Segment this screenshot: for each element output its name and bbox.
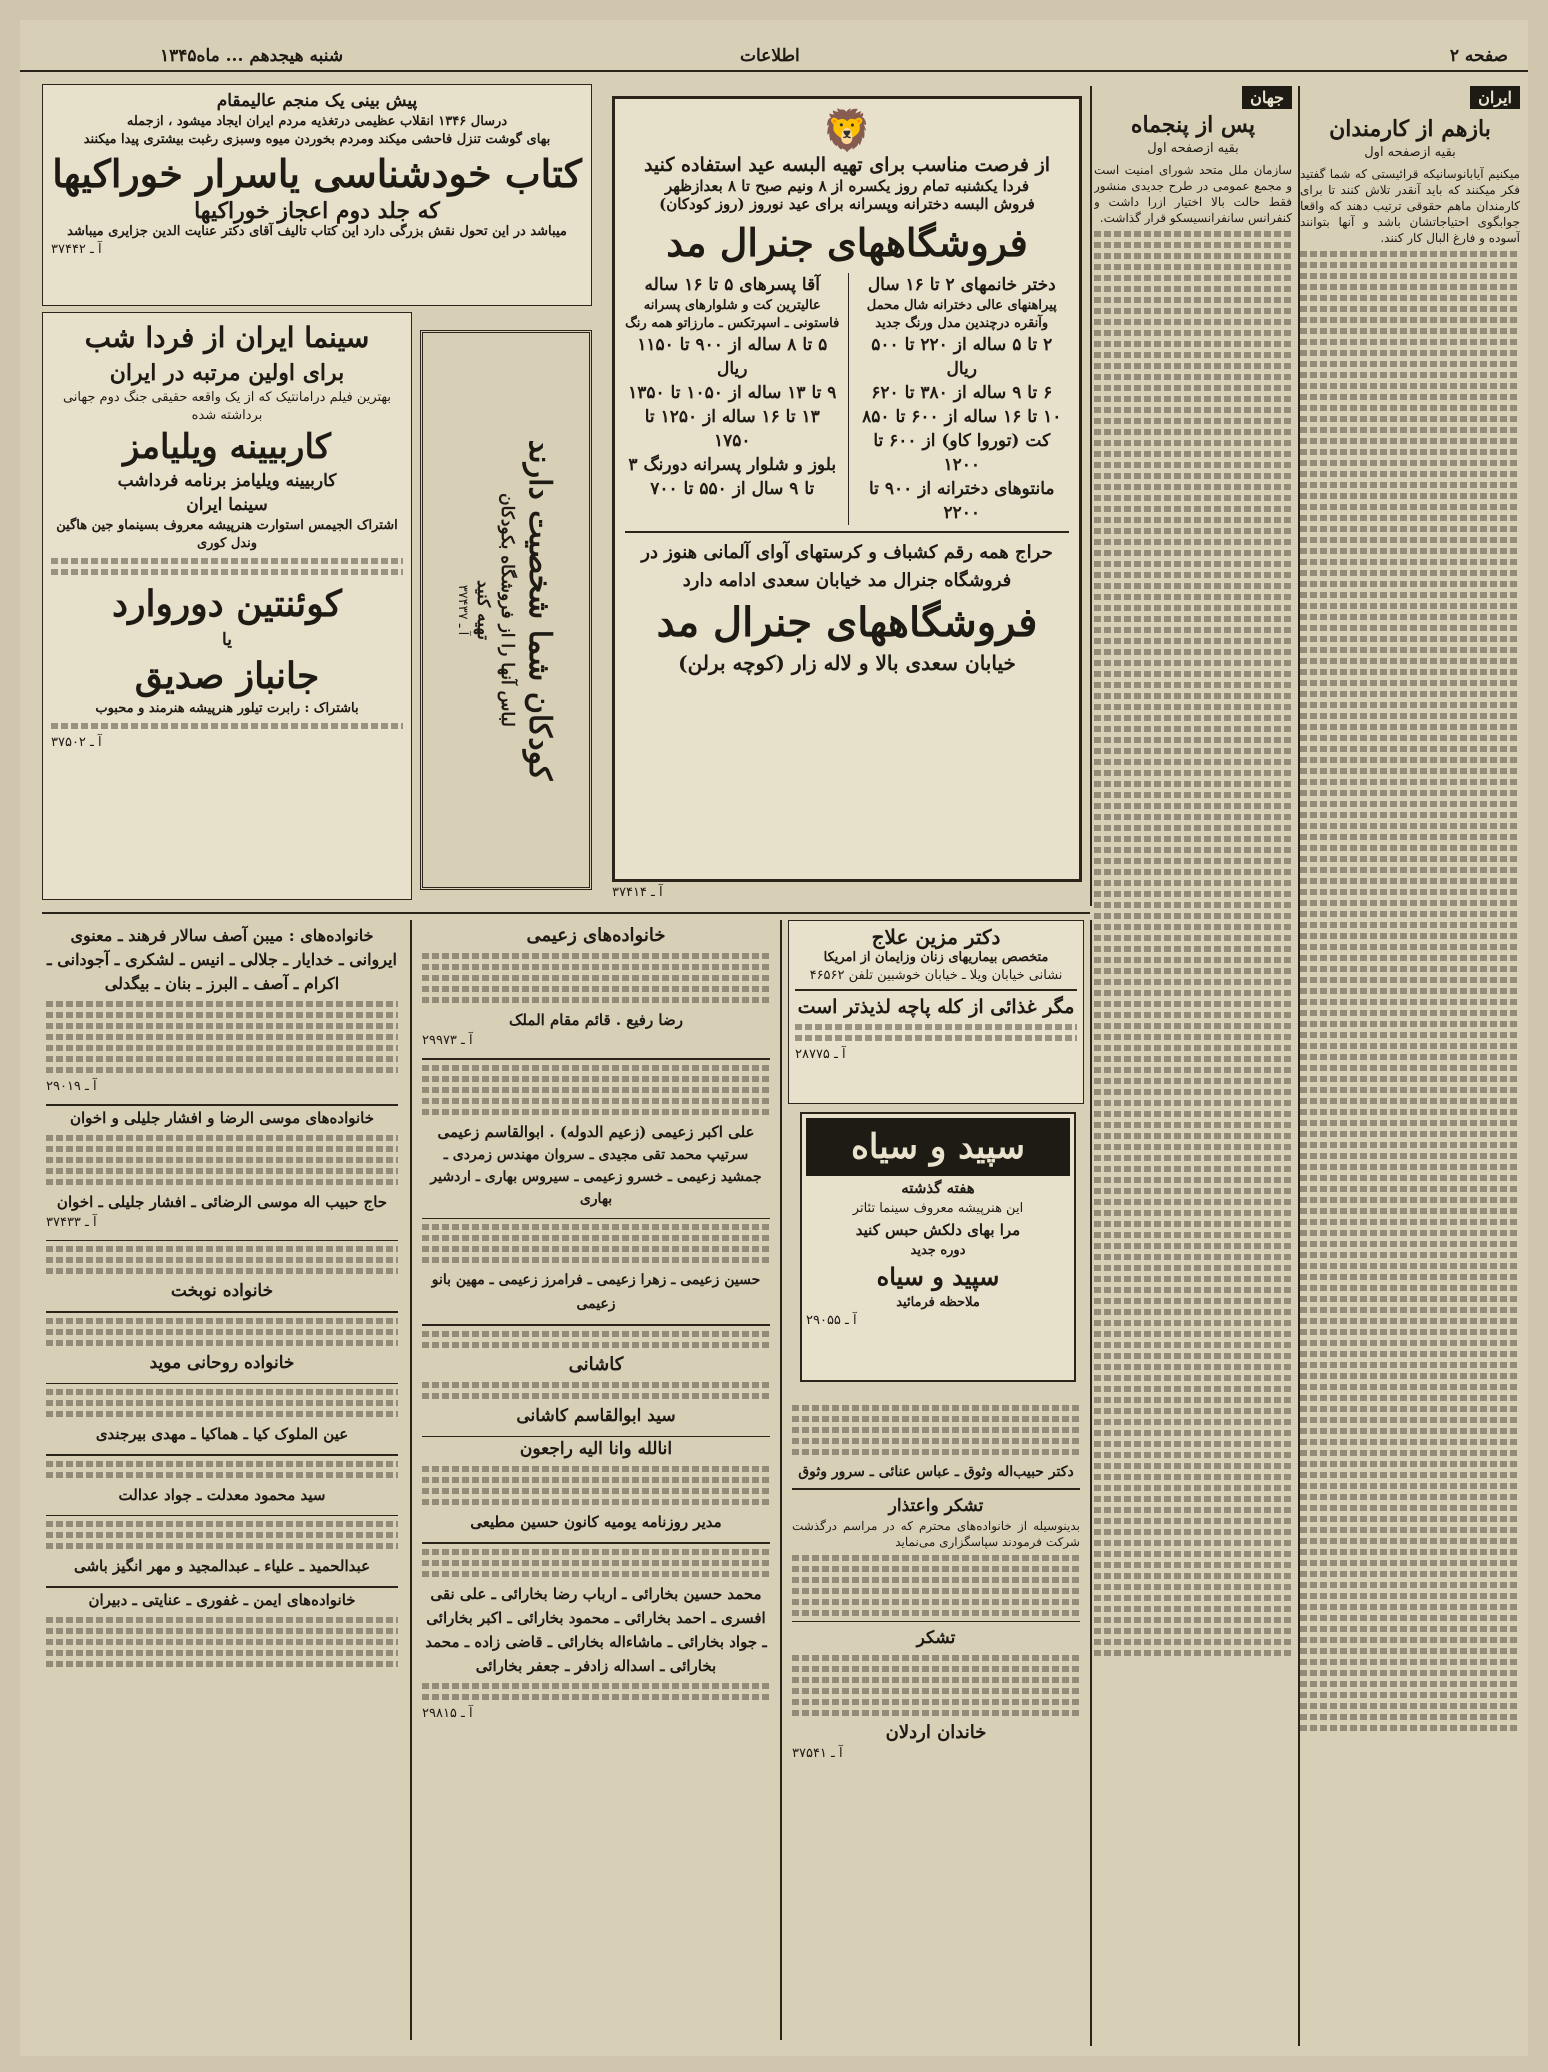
ad-code: آ ـ ۳۷۵۴۱	[792, 1746, 843, 1761]
girls-desc: پیراهنهای عالی دخترانه شال محمل وآنقره درچندین مدل ورنگ جدید	[866, 298, 1057, 331]
zaeimi-sign-2: علی اکبر زعیمی (زعیم الدوله) . ابوالقاسم زعیمی	[437, 1122, 755, 1141]
ad-code: آ ـ ۳۷۴۴۲	[51, 242, 102, 257]
obituary-column-2	[418, 920, 774, 2040]
girls-price-3: ۱۰ تا ۱۶ ساله از ۶۰۰ تا ۸۵۰	[862, 407, 1062, 427]
zaeimi-sign: رضا رفیع . قائم مقام الملک	[509, 1011, 683, 1029]
magazine-logo: سپید و سیاه	[806, 1118, 1070, 1176]
page-header	[20, 44, 1528, 72]
column-rule	[1298, 86, 1300, 2046]
thanks-column	[788, 1396, 1084, 2036]
kashani-sign: سید ابوالقاسم کاشانی	[516, 1405, 676, 1426]
book-title: کتاب خودشناسی یاسرار خوراکیها	[52, 151, 582, 196]
boys-heading: آقا پسرهای ۵ تا ۱۶ ساله	[644, 275, 820, 295]
ad-code: آ ـ ۲۹۹۷۳	[422, 1033, 473, 1048]
families-list-2: خانواده‌های موسی الرضا و افشار جلیلی و اخوان	[69, 1108, 375, 1127]
book-ad-title: پیش بینی یک منجم عالیمقام	[216, 91, 418, 111]
book-ad-line1: درسال ۱۳۴۶ انقلاب عظیمی درتغذیه مردم ایران ایجاد میشود ، ازجمله	[126, 114, 508, 129]
rajaun-title: انالله وانا الیه راجعون	[519, 1439, 673, 1459]
book-ad	[42, 84, 592, 306]
thanks-names-1: دکتر حبیب‌اله وثوق ـ عباس عنائی ـ سرور وثوق	[798, 1464, 1074, 1480]
cinema-title: سینما ایران از فردا شب	[84, 321, 370, 354]
article-continuation: بقیه ازصفحه اول	[1147, 141, 1239, 156]
boys-column	[625, 273, 840, 525]
boys-desc: عالیترین کت و شلوارهای پسرانه فاستونی ـ اسپرتکس ـ مارزاتو همه رنگ	[625, 298, 840, 331]
cinema-name: سینما ایران	[186, 495, 268, 515]
section-label-world: جهان	[1242, 86, 1292, 109]
girls-price-1: ۲ تا ۵ ساله از ۲۲۰ تا ۵۰۰ ریال	[871, 335, 1053, 379]
article-body: میکنیم آیابانوسانیکه قرائیستی که شما گفتید فکر میکنند که باید آنقدر تلاش کنند تا برای کارمندان ماهم حقوقی ترتیب دهند که واقعا جوابگوی احتیاجاتشان باشد و آنها بتوانند آسوده و فارغ البال کار کنند.	[1300, 167, 1520, 245]
girls-price-5: مانتوهای دخترانه از ۹۰۰ تا ۲۲۰۰	[869, 479, 1055, 523]
food-ad: مگر غذائی از کله پاچه لذیذتر است	[797, 995, 1075, 1018]
article-body: سازمان ملل متحد شورای امنیت است و مجمع عمومی در طرح جدیدی منشور فقط حالت بالا اختیار ازرا داشت و کنفرانس سانفرانسیسکو قرار گذاشت.	[1094, 163, 1292, 225]
thanks-title-2: تشکر	[916, 1628, 956, 1648]
obituary-column-1	[42, 920, 402, 2040]
ad-code: آ ـ ۳۷۵۰۲	[51, 735, 102, 750]
film-actors: اشتراک الجیمس استوارت هنرپیشه معروف بسینماو جین هاگین وندل کوری	[56, 518, 398, 551]
column-world	[1094, 86, 1292, 2046]
film-title-1: کوئنتین دوروارد	[112, 583, 342, 625]
kashani-title: کاشانی	[568, 1353, 624, 1375]
section-rule	[42, 912, 1090, 914]
kids-ad-line: لباس آنها را از فروشگاه بکودکان	[497, 493, 517, 727]
zaeimi-sign-3: سرتیپ محمد تقی مجیدی ـ سروان مهندس زمردی ـ جمشید زعیمی ـ خسرو زعیمی ـ سیروس بهاری ـ اردشیر بهاری	[430, 1146, 762, 1207]
clearance-sale: حراج همه رقم کشباف و کرستهای آوای آلمانی هنوز در فروشگاه جنرال مد خیابان سعدی ادامه دارد	[641, 541, 1053, 591]
boys-price-1: ۵ تا ۸ ساله از ۹۰۰ تا ۱۱۵۰ ریال	[637, 335, 828, 379]
family-rouhani: خانواده روحانی موید	[149, 1352, 295, 1373]
book-ad-line2: بهای گوشت تنزل فاحشی میکند ومردم بخوردن میوه وسبزی رغبت بیشتری پیدا میکنند	[83, 132, 551, 147]
thanks-text: بدینوسیله از خانواده‌های محترم که در مراسم درگذشت شرکت فرمودند سپاسگزاری می‌نماید	[792, 1518, 1080, 1549]
magazine-week: هفته گذشته	[901, 1179, 975, 1197]
magazine-name: سپید و سیاه	[876, 1262, 1000, 1291]
ad-code: آ ـ ۳۷۴۳۳	[46, 1214, 97, 1230]
bokharai-sign: محمد حسین بخارائی ـ ارباب رضا بخارائی ـ علی نقی افسری ـ احمد بخارائی ـ محمود بخارائی ـ اکبر بخارائی ـ جواد بخارائی ـ ماشاءاله بخارائی ـ قاضی زاده ـ محمد بخارائی ـ اسداله زادفر ـ جعفر بخارائی	[425, 1584, 767, 1675]
issue-date: شنبه هیجدهم ... ماه۱۳۴۵	[160, 46, 344, 66]
film-or: یا	[222, 630, 232, 650]
magazine-see: ملاحظه فرمائید	[896, 1295, 980, 1310]
article-body-lines	[1300, 251, 1520, 1731]
ad-sale-desc: فروش البسه دخترانه وپسرانه برای عید نوروز (روز کودکان)	[659, 195, 1035, 213]
family-kia: عین الملوک کیا ـ هماکیا ـ مهدی بیرجندی	[95, 1425, 349, 1443]
family-edalat: سید محمود معدلت ـ جواد عدالت	[118, 1485, 326, 1504]
kids-ad-line2: تهیه کنید	[473, 579, 493, 640]
girls-heading: دختر خانمهای ۲ تا ۱۶ سال	[867, 275, 1056, 295]
ad-code: آ ـ ۳۷۴۱۴	[612, 885, 663, 900]
ad-code: آ ـ ۲۹۸۱۵	[422, 1705, 473, 1721]
newspaper-name: اطلاعات	[740, 46, 800, 66]
article-title: بازهم از کارمندان	[1329, 116, 1491, 142]
section-label-iran: ایران	[1470, 86, 1520, 109]
general-mode-ad	[612, 96, 1082, 882]
boys-price-2: ۹ تا ۱۳ ساله از ۱۰۵۰ تا ۱۳۵۰	[628, 383, 837, 403]
boys-price-4: بلوز و شلوار پسرانه دورنگ ۳ تا ۹ سال از ۵۵۰ تا ۷۰۰	[628, 455, 837, 499]
ad-code: آ ـ ۲۸۷۷۵	[795, 1046, 846, 1062]
doctor-address: نشانی خیابان ویلا ـ خیابان خوشبین تلفن ۴۶۵۶۲	[809, 968, 1063, 983]
book-volume: که جلد دوم اعجاز خوراکیها	[194, 198, 440, 224]
ad-code: آ ـ ۳۷۴۳۷	[455, 584, 470, 636]
cinema-ad	[42, 312, 412, 900]
article-continuation: بقیه ازصفحه اول	[1364, 145, 1456, 160]
article-title: پس از پنجماه	[1130, 112, 1256, 138]
ad-code: آ ـ ۲۹۰۵۵	[806, 1313, 857, 1328]
zaeimi-title: خانواده‌های زعیمی	[526, 925, 666, 946]
girls-price-2: ۶ تا ۹ ساله از ۳۸۰ تا ۶۲۰	[871, 383, 1053, 403]
kids-ad-title: کودکان شما شخصیت دارند	[522, 439, 557, 781]
family-imen: خانواده‌های ایمن ـ غفوری ـ عنایتی ـ دبیران	[88, 1590, 356, 1609]
families-sign: حاج حبیب اله موسی الرضائی ـ افشار جلیلی ـ اخوان	[56, 1192, 388, 1211]
doctor-name: دکتر مزین علاج	[871, 925, 1001, 949]
girls-column	[848, 273, 1070, 525]
column-iran	[1300, 86, 1520, 2046]
film-cast: باشتراک : رابرت تیلور هنرپیشه هنرمند و محبوب	[95, 701, 359, 716]
thanks-title: تشکر واعتذار	[888, 1495, 984, 1516]
store-address: خیابان سعدی بالا و لاله زار (کوچه برلن)	[678, 650, 1016, 675]
store-title: فروشگاههای جنرال مد	[666, 220, 1028, 265]
film-program: کاربیینه ویلیامز برنامه فرداشب	[117, 471, 337, 491]
article-body-lines	[1094, 231, 1292, 1656]
family-nobakht: خانواده نوبخت	[170, 1281, 274, 1301]
column-rule	[780, 920, 782, 2040]
doctor-ad	[788, 920, 1084, 1104]
cinema-desc: بهترین فیلم درامانتیک که از یک واقعه حقیقی جنگ دوم جهانی برداشته شده	[62, 390, 392, 423]
kids-ad	[420, 330, 592, 890]
zaeimi-sign-4: حسین زعیمی ـ زهرا زعیمی ـ فرامرز زعیمی ـ مهین بانو زعیمی	[431, 1272, 761, 1312]
thanks-sign-2: خاندان اردلان	[885, 1722, 987, 1743]
page-number: صفحه ۲	[1449, 46, 1508, 66]
boys-price-3: ۱۳ تا ۱۶ ساله از ۱۲۵۰ تا ۱۷۵۰	[644, 407, 820, 451]
families-list: خانواده‌های : میبن آصف سالار فرهند ـ معنوی ایروانی ـ خدایار ـ جلالی ـ انیس ـ لشکری ـ آجودانی ـ اکرام ـ آصف ـ البرز ـ بنان ـ بیگدلی	[47, 926, 397, 993]
doctor-specialty: متخصص بیماریهای زنان وزایمان از امریکا	[823, 950, 1049, 965]
book-author: میباشد در این تحول نقش بزرگی دارد این کتاب تالیف آقای دکتر عنایت الدین جزایری میباشد	[67, 224, 567, 239]
film-stars: کاربیینه ویلیامز	[122, 427, 331, 467]
column-rule	[410, 920, 412, 2040]
ad-hours: فردا یکشنبه تمام روز یکسره از ۸ ونیم صبح تا ۸ بعدازظهر	[664, 177, 1030, 195]
girls-price-4: کت (توروا کاو) از ۶۰۰ تا ۱۲۰۰	[873, 431, 1051, 475]
column-rule	[1090, 920, 1092, 2046]
film-title-2: جانباز صدیق	[134, 655, 320, 697]
magazine-ad	[800, 1112, 1076, 1382]
cinema-first-time: برای اولین مرتبه در ایران	[109, 360, 345, 386]
column-rule	[1090, 86, 1092, 906]
bokharai-title: مدیر روزنامه یومیه کانون حسین مطیعی	[470, 1513, 722, 1531]
magazine-edition: دوره جدید	[910, 1243, 966, 1258]
lion-logo: 🦁	[822, 108, 872, 154]
family-bashi: عبدالحمید ـ علیاء ـ عبدالمجید و مهر انگیز باشی	[73, 1557, 371, 1575]
magazine-headline: مرا بهای دلکش حبس کنید	[855, 1221, 1021, 1239]
ad-slogan: از فرصت مناسب برای تهیه البسه عید استفاده کنید	[643, 154, 1051, 176]
store-title-2: فروشگاههای جنرال مد	[656, 598, 1038, 646]
ad-code: آ ـ ۲۹۰۱۹	[46, 1079, 97, 1094]
magazine-line1: این هنرپیشه معروف سینما تئاتر	[852, 1201, 1024, 1216]
